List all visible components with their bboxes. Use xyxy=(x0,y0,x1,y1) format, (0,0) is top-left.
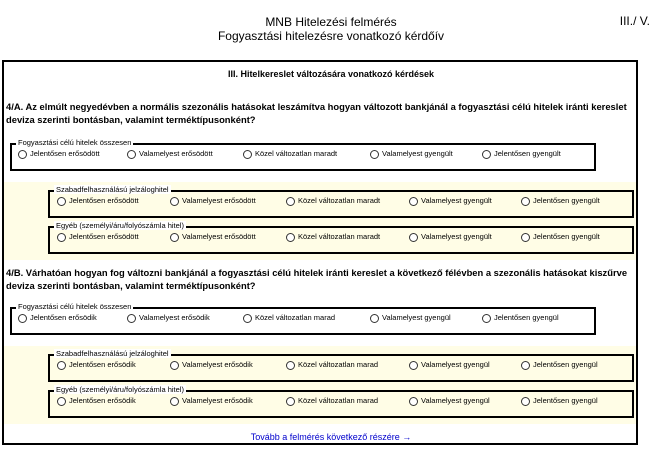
radio-option[interactable] xyxy=(243,149,337,159)
radio-button-icon[interactable] xyxy=(482,150,491,159)
radio-option-label: Jelentősen gyengült xyxy=(533,196,600,205)
radio-option[interactable] xyxy=(243,313,335,323)
radio-option-label: Valamelyest erősödött xyxy=(139,149,213,158)
radio-button-icon[interactable] xyxy=(57,361,66,370)
radio-button-icon[interactable] xyxy=(370,150,379,159)
radio-button-icon[interactable] xyxy=(18,314,27,323)
question-4a-text: 4/A. Az elmúlt negyedévben a normális szezonális hatásokat leszámítva hogyan változott bankjánál a fogyasztási célú hitelek iránti kereslet deviza szerinti bontásban, valamint terméktípusonként? xyxy=(6,101,627,125)
radio-button-icon[interactable] xyxy=(286,197,295,206)
radio-button-icon[interactable] xyxy=(286,397,295,406)
radio-option[interactable] xyxy=(409,232,492,242)
radio-option-label: Közel változatlan marad xyxy=(298,360,379,369)
radio-button-icon[interactable] xyxy=(370,314,379,323)
radio-option[interactable] xyxy=(127,149,213,159)
radio-option[interactable] xyxy=(370,313,451,323)
radio-option-label: Közel változatlan marad xyxy=(298,396,379,405)
radio-option-label: Jelentősen gyengül xyxy=(533,396,598,405)
radio-option[interactable] xyxy=(521,232,600,242)
radio-option-label: Valamelyest erősödött xyxy=(182,196,256,205)
radio-button-icon[interactable] xyxy=(521,233,530,242)
group-legend: Egyéb (személyi/áru/folyószámla hitel) xyxy=(56,221,184,230)
radio-option[interactable] xyxy=(170,232,256,242)
radio-button-icon[interactable] xyxy=(409,397,418,406)
radio-option-label: Valamelyest gyengül xyxy=(421,360,490,369)
radio-button-icon[interactable] xyxy=(286,361,295,370)
survey-title: MNB Hitelezési felmérés xyxy=(265,15,397,29)
radio-option[interactable] xyxy=(370,149,453,159)
radio-option[interactable] xyxy=(57,360,136,370)
radio-option-label: Jelentősen erősödik xyxy=(69,396,136,405)
radio-option[interactable] xyxy=(170,396,253,406)
radio-option[interactable] xyxy=(286,196,380,206)
radio-button-icon[interactable] xyxy=(482,314,491,323)
radio-option-label: Valamelyest erősödött xyxy=(182,232,256,241)
radio-button-icon[interactable] xyxy=(170,397,179,406)
radio-button-icon[interactable] xyxy=(243,150,252,159)
radio-option[interactable] xyxy=(286,396,378,406)
radio-button-icon[interactable] xyxy=(521,361,530,370)
radio-option[interactable] xyxy=(57,396,136,406)
group-legend: Egyéb (személyi/áru/folyószámla hitel) xyxy=(56,385,184,394)
radio-option[interactable] xyxy=(409,360,490,370)
radio-button-icon[interactable] xyxy=(57,397,66,406)
radio-button-icon[interactable] xyxy=(286,233,295,242)
radio-option-label: Jelentősen erősödött xyxy=(69,232,139,241)
radio-option[interactable] xyxy=(482,149,561,159)
page-number: III./ V. xyxy=(619,14,650,28)
radio-option[interactable] xyxy=(409,196,492,206)
radio-option[interactable] xyxy=(18,149,100,159)
radio-option-label: Valamelyest gyengül xyxy=(421,396,490,405)
radio-option[interactable] xyxy=(18,313,97,323)
radio-option[interactable] xyxy=(127,313,210,323)
next-section-link[interactable]: Tovább a felmérés következő részére → xyxy=(250,432,412,442)
radio-button-icon[interactable] xyxy=(170,197,179,206)
radio-option[interactable] xyxy=(521,360,598,370)
radio-option-label: Jelentősen erősödött xyxy=(69,196,139,205)
radio-option-label: Közel változatlan maradt xyxy=(255,149,338,158)
radio-option[interactable] xyxy=(57,196,139,206)
question-4b-text: 4/B. Várhatóan hogyan fog változni bankjánál a fogyasztási célú hitelek iránti kereslet a következő félévben a szezonális hatásokat kiszűrve deviza szerinti bontásban, valamint terméktípusonként? xyxy=(6,267,628,291)
radio-button-icon[interactable] xyxy=(170,233,179,242)
radio-button-icon[interactable] xyxy=(409,233,418,242)
radio-button-icon[interactable] xyxy=(127,150,136,159)
radio-option-label: Jelentősen erősödik xyxy=(30,313,97,322)
radio-button-icon[interactable] xyxy=(409,197,418,206)
group-legend: Fogyasztási célú hitelek összesen xyxy=(18,138,132,147)
radio-option[interactable] xyxy=(409,396,490,406)
radio-button-icon[interactable] xyxy=(127,314,136,323)
radio-option-label: Közel változatlan maradt xyxy=(298,196,381,205)
radio-button-icon[interactable] xyxy=(57,233,66,242)
radio-option[interactable] xyxy=(57,232,139,242)
radio-option-label: Jelentősen gyengül xyxy=(494,313,559,322)
radio-option-label: Valamelyest gyengült xyxy=(421,232,492,241)
radio-option[interactable] xyxy=(286,232,380,242)
radio-button-icon[interactable] xyxy=(521,397,530,406)
radio-option-label: Valamelyest erősödik xyxy=(139,313,210,322)
radio-button-icon[interactable] xyxy=(18,150,27,159)
radio-option-label: Közel változatlan maradt xyxy=(298,232,381,241)
radio-option-label: Jelentősen erősödik xyxy=(69,360,136,369)
radio-option-label: Jelentősen gyengült xyxy=(533,232,600,241)
radio-option-label: Közel változatlan marad xyxy=(255,313,336,322)
radio-option[interactable] xyxy=(521,396,598,406)
radio-option-label: Valamelyest gyengült xyxy=(421,196,492,205)
section-title: III. Hitelkereslet változására vonatkozó kérdések xyxy=(227,69,435,79)
group-legend: Szabadfelhasználású jelzáloghitel xyxy=(56,349,169,358)
radio-option-label: Valamelyest erősödik xyxy=(182,360,253,369)
survey-subtitle: Fogyasztási hitelezésre vonatkozó kérdőív xyxy=(217,29,445,43)
radio-option[interactable] xyxy=(521,196,600,206)
radio-option[interactable] xyxy=(286,360,378,370)
radio-option[interactable] xyxy=(170,196,256,206)
radio-option[interactable] xyxy=(482,313,559,323)
radio-option-label: Valamelyest gyengül xyxy=(382,313,451,322)
radio-option-label: Jelentősen gyengült xyxy=(494,149,561,158)
radio-option[interactable] xyxy=(170,360,253,370)
group-legend: Fogyasztási célú hitelek összesen xyxy=(18,302,132,311)
group-legend: Szabadfelhasználású jelzáloghitel xyxy=(56,185,169,194)
radio-button-icon[interactable] xyxy=(243,314,252,323)
radio-option-label: Jelentősen erősödött xyxy=(30,149,100,158)
radio-option-label: Jelentősen gyengül xyxy=(533,360,598,369)
radio-option-label: Valamelyest erősödik xyxy=(182,396,253,405)
radio-button-icon[interactable] xyxy=(409,361,418,370)
radio-button-icon[interactable] xyxy=(170,361,179,370)
radio-button-icon[interactable] xyxy=(57,197,66,206)
radio-option-label: Valamelyest gyengült xyxy=(382,149,453,158)
radio-button-icon[interactable] xyxy=(521,197,530,206)
